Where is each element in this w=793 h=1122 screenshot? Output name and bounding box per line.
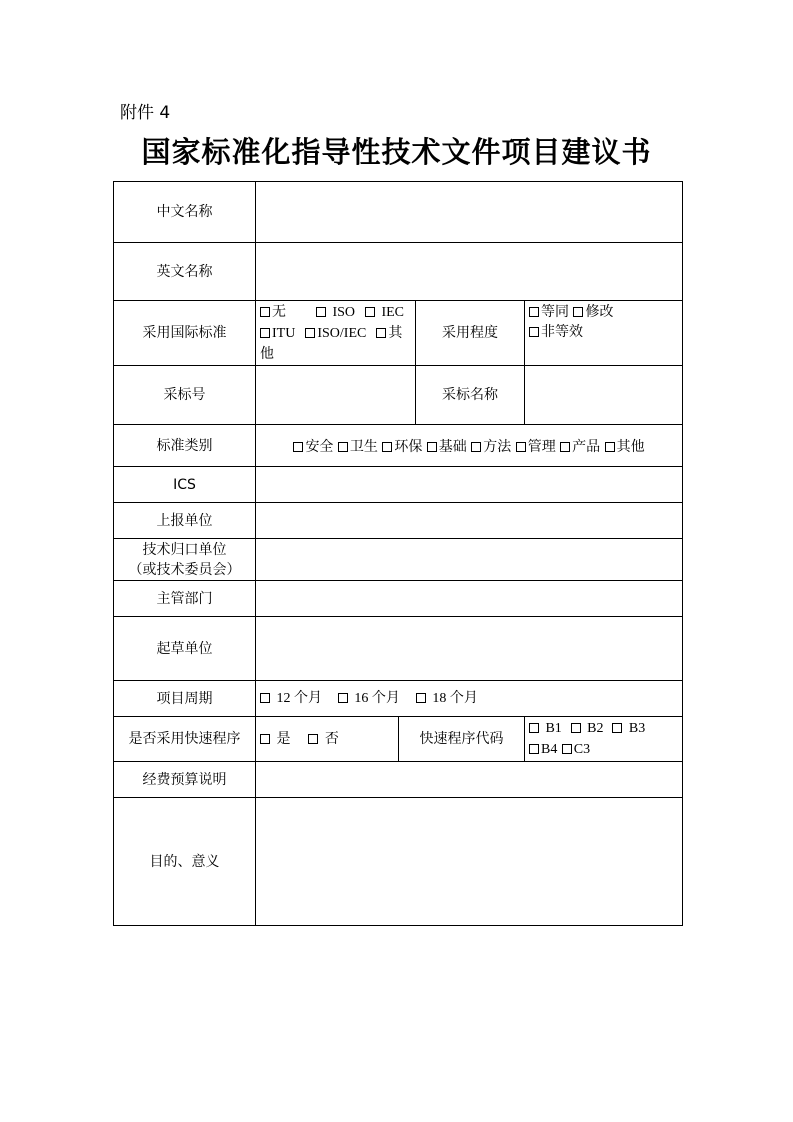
fast-track-code-options xyxy=(525,717,683,762)
budget-field[interactable] xyxy=(256,762,683,798)
option-b2[interactable]: B2 xyxy=(571,720,604,736)
checkbox-icon[interactable] xyxy=(516,442,526,452)
option-16-months[interactable]: 16 个月 xyxy=(338,690,400,706)
checkbox-icon[interactable] xyxy=(529,744,539,754)
std-name-label: 采标名称 xyxy=(416,366,525,425)
adopt-degree-options xyxy=(525,301,683,366)
ics-label: ICS xyxy=(114,467,256,503)
row-ics xyxy=(114,467,683,503)
option-12-months[interactable]: 12 个月 xyxy=(260,690,322,706)
proposal-form-table xyxy=(113,181,683,926)
option-iso-iec[interactable]: ISO/IEC xyxy=(305,325,366,341)
checkbox-icon[interactable] xyxy=(338,693,348,703)
checkbox-icon[interactable] xyxy=(471,442,481,452)
option-b3[interactable]: B3 xyxy=(612,720,645,736)
row-authority-dept xyxy=(114,581,683,617)
checkbox-icon[interactable] xyxy=(416,693,426,703)
checkbox-icon[interactable] xyxy=(260,307,270,317)
checkbox-icon[interactable] xyxy=(338,442,348,452)
purpose-label: 目的、意义 xyxy=(114,798,256,926)
option-management[interactable]: 管理 xyxy=(516,439,556,455)
option-safety[interactable]: 安全 xyxy=(293,439,333,455)
row-tech-unit xyxy=(114,539,683,581)
checkbox-icon[interactable] xyxy=(376,328,386,338)
checkbox-icon[interactable] xyxy=(305,328,315,338)
option-identical[interactable]: 等同 xyxy=(529,304,569,320)
project-period-label: 项目周期 xyxy=(114,681,256,717)
category-options xyxy=(256,425,683,467)
adopt-degree-label: 采用程度 xyxy=(416,301,525,366)
checkbox-icon[interactable] xyxy=(260,693,270,703)
option-non-equivalent[interactable]: 非等效 xyxy=(529,324,583,340)
row-std-category xyxy=(114,425,683,467)
option-product[interactable]: 产品 xyxy=(560,439,600,455)
fast-track-label: 是否采用快速程序 xyxy=(114,717,256,762)
row-budget xyxy=(114,762,683,798)
option-modified[interactable]: 修改 xyxy=(573,304,613,320)
checkbox-icon[interactable] xyxy=(293,442,303,452)
fast-track-code-label: 快速程序代码 xyxy=(399,717,525,762)
purpose-field[interactable] xyxy=(256,798,683,926)
option-other-category[interactable]: 其他 xyxy=(605,439,645,455)
checkbox-icon[interactable] xyxy=(365,307,375,317)
option-basic[interactable]: 基础 xyxy=(427,439,467,455)
option-b4[interactable]: B4 xyxy=(529,741,557,757)
option-environment[interactable]: 环保 xyxy=(382,439,422,455)
checkbox-icon[interactable] xyxy=(573,307,583,317)
reporting-unit-field[interactable] xyxy=(256,503,683,539)
checkbox-icon[interactable] xyxy=(529,723,539,733)
authority-dept-label: 主管部门 xyxy=(114,581,256,617)
option-no[interactable]: 否 xyxy=(308,731,338,747)
row-adopted-std xyxy=(114,366,683,425)
english-name-label: 英文名称 xyxy=(114,243,256,301)
std-number-label: 采标号 xyxy=(114,366,256,425)
option-c3[interactable]: C3 xyxy=(562,741,590,757)
checkbox-icon[interactable] xyxy=(562,744,572,754)
budget-label: 经费预算说明 xyxy=(114,762,256,798)
option-b1[interactable]: B1 xyxy=(529,720,562,736)
chinese-name-label: 中文名称 xyxy=(114,182,256,243)
option-iec[interactable]: IEC xyxy=(365,304,404,320)
row-adopt-standard xyxy=(114,301,683,366)
fast-track-options xyxy=(256,717,399,762)
checkbox-icon[interactable] xyxy=(612,723,622,733)
checkbox-icon[interactable] xyxy=(260,734,270,744)
tech-unit-label-line1: 技术归口单位 xyxy=(142,541,227,558)
adopt-intl-standard-label: 采用国际标准 xyxy=(114,301,256,366)
checkbox-icon[interactable] xyxy=(560,442,570,452)
authority-dept-field[interactable] xyxy=(256,581,683,617)
option-hygiene[interactable]: 卫生 xyxy=(338,439,378,455)
option-yes[interactable]: 是 xyxy=(260,731,290,747)
std-number-field[interactable] xyxy=(256,366,416,425)
option-18-months[interactable]: 18 个月 xyxy=(416,690,478,706)
reporting-unit-label: 上报单位 xyxy=(114,503,256,539)
checkbox-icon[interactable] xyxy=(427,442,437,452)
drafting-unit-label: 起草单位 xyxy=(114,617,256,681)
row-project-period xyxy=(114,681,683,717)
checkbox-icon[interactable] xyxy=(308,734,318,744)
period-options xyxy=(256,681,683,717)
option-itu[interactable]: ITU xyxy=(260,325,295,341)
option-none[interactable]: 无 xyxy=(260,304,286,320)
row-reporting-unit xyxy=(114,503,683,539)
tech-unit-label xyxy=(114,539,256,581)
english-name-field[interactable] xyxy=(256,243,683,301)
document-title: 国家标准化指导性技术文件项目建议书 xyxy=(141,135,652,169)
checkbox-icon[interactable] xyxy=(605,442,615,452)
row-drafting-unit xyxy=(114,617,683,681)
option-iso[interactable]: ISO xyxy=(316,304,355,320)
checkbox-icon[interactable] xyxy=(571,723,581,733)
row-purpose xyxy=(114,798,683,926)
drafting-unit-field[interactable] xyxy=(256,617,683,681)
std-category-label: 标准类别 xyxy=(114,425,256,467)
checkbox-icon[interactable] xyxy=(529,307,539,317)
attachment-label: 附件 4 xyxy=(120,103,171,123)
row-chinese-name xyxy=(114,182,683,243)
option-method[interactable]: 方法 xyxy=(471,439,511,455)
checkbox-icon[interactable] xyxy=(529,327,539,337)
tech-unit-field[interactable] xyxy=(256,539,683,581)
checkbox-icon[interactable] xyxy=(316,307,326,317)
std-name-field[interactable] xyxy=(525,366,683,425)
ics-field[interactable] xyxy=(256,467,683,503)
checkbox-icon[interactable] xyxy=(260,328,270,338)
chinese-name-field[interactable] xyxy=(256,182,683,243)
option-other[interactable]: 其他 xyxy=(260,325,403,362)
row-fast-track xyxy=(114,717,683,762)
checkbox-icon[interactable] xyxy=(382,442,392,452)
row-english-name xyxy=(114,243,683,301)
intl-standard-options xyxy=(256,301,416,366)
tech-unit-label-line2: （或技术委员会） xyxy=(128,561,241,578)
